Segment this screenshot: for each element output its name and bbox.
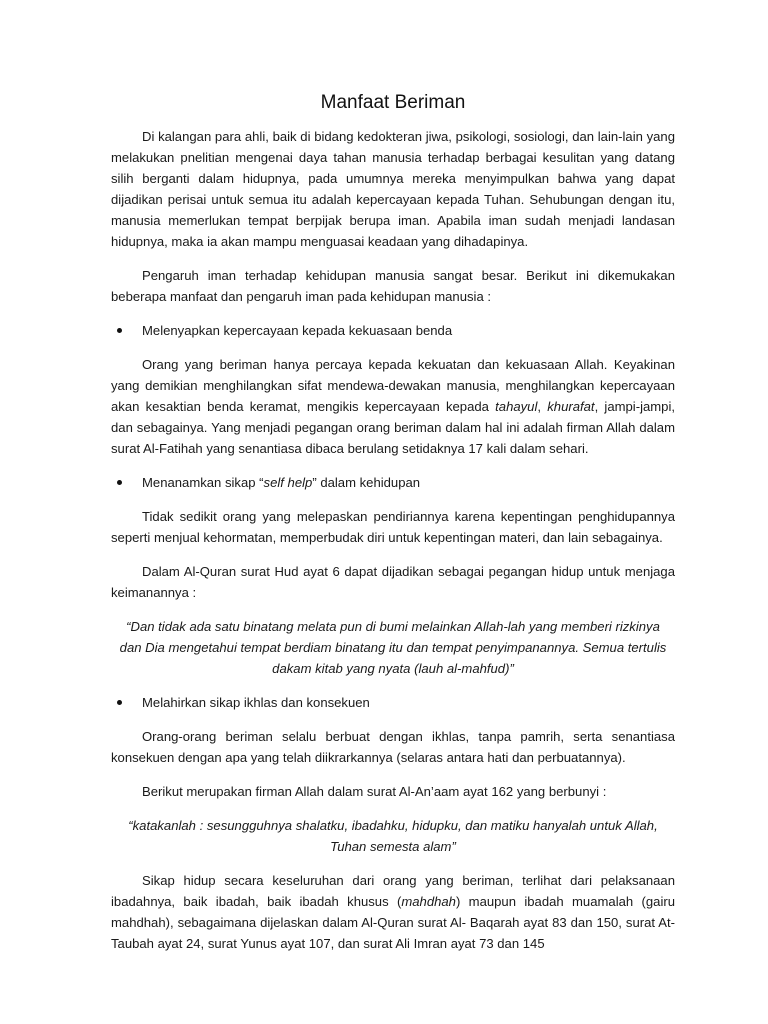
document-body <box>111 90 675 967</box>
bullet-icon <box>117 328 122 333</box>
bullet-icon <box>117 480 122 485</box>
quote-hud: “Dan tidak ada satu binatang melata pun di bumi melainkan Allah-lah yang memberi rizkinya dan Dia mengetahui tempat berdiam binatang itu dan tempat penyimpanannya. Semua tertulis dakam kitab yang nyata (lauh al-mahfud)” <box>119 619 667 676</box>
paragraph-ikhlas: Orang-orang beriman selalu berbuat dengan ikhlas, tanpa pamrih, serta senantiasa konsekuen dengan apa yang telah diikrarkannya (selaras antara hati dan perbuatannya). <box>111 729 675 765</box>
bullet-label: Melenyapkan kepercayaan kepada kekuasaan benda <box>142 323 453 338</box>
paragraph-influence: Pengaruh iman terhadap kehidupan manusia sangat besar. Berikut ini dikemukakan beberapa manfaat dan pengaruh iman pada kehidupan manusia : <box>111 268 675 304</box>
page-title: Manfaat Beriman <box>320 92 466 113</box>
bullet-item-2 <box>111 472 675 493</box>
paragraph-self-help: Tidak sedikit orang yang melepaskan pendiriannya karena kepentingan penghidupannya seperti menjual kehormatan, memperbudak diri untuk kepentingan materi, dan lain sebagainya. <box>111 509 675 545</box>
bullet-icon <box>117 700 122 705</box>
bullet-item-1 <box>111 320 675 341</box>
paragraph-intro: Di kalangan para ahli, baik di bidang kedokteran jiwa, psikologi, sosiologi, dan lain-lain yang melakukan pnelitian mengenai daya tahan manusia terhadap berbagai kesulitan yang datang silih berganti dalam hidupnya, pada umumnya mereka menyimpulkan bahwa yang dapat dijadikan perisai untuk semua itu adalah kepercayaan kepada Tuhan. Sehubungan dengan itu, manusia memerlukan tempat berpijak berupa iman. Apabila iman sudah menjadi landasan hidupnya, maka ia akan mampu menguasai keadaan yang dihadapinya. <box>111 129 675 249</box>
quote-anaam: “katakanlah : sesungguhnya shalatku, ibadahku, hidupku, dan matiku hanyalah untuk Allah, Tuhan semesta alam” <box>128 818 658 854</box>
paragraph-hud: Dalam Al-Quran surat Hud ayat 6 dapat dijadikan sebagai pegangan hidup untuk menjaga keimanannya : <box>111 564 675 600</box>
bullet-label: Menanamkan sikap “self help” dalam kehidupan <box>142 475 421 490</box>
bullet-label: Melahirkan sikap ikhlas dan konsekuen <box>142 695 370 710</box>
bullet-item-3 <box>111 692 675 713</box>
paragraph-belief-power: Orang yang beriman hanya percaya kepada kekuatan dan kekuasaan Allah. Keyakinan yang demikian menghilangkan sifat mendewa-dewakan manusia, menghilangkan kepercayaan akan kesaktian benda keramat, mengikis kepercayaan kepada tahayul, khurafat, jampi-jampi, dan sebagainya. Yang menjadi pegangan orang beriman dalam hal ini adalah firman Allah dalam surat Al-Fatihah yang senantiasa dibaca berulang setidaknya 17 kali dalam sehari. <box>111 357 675 456</box>
paragraph-conclusion: Sikap hidup secara keseluruhan dari orang yang beriman, terlihat dari pelaksanaan ibadahnya, baik ibadah, baik ibadah khusus (mahdhah) maupun ibadah muamalah (gairu mahdhah), sebagaimana dijelaskan dalam Al-Quran surat Al- Baqarah ayat 83 dan 150, surat At-Taubah ayat 24, surat Yunus ayat 107, dan surat Ali Imran ayat 73 dan 145 <box>111 873 675 951</box>
paragraph-anaam: Berikut merupakan firman Allah dalam surat Al-An’aam ayat 162 yang berbunyi : <box>142 784 607 799</box>
